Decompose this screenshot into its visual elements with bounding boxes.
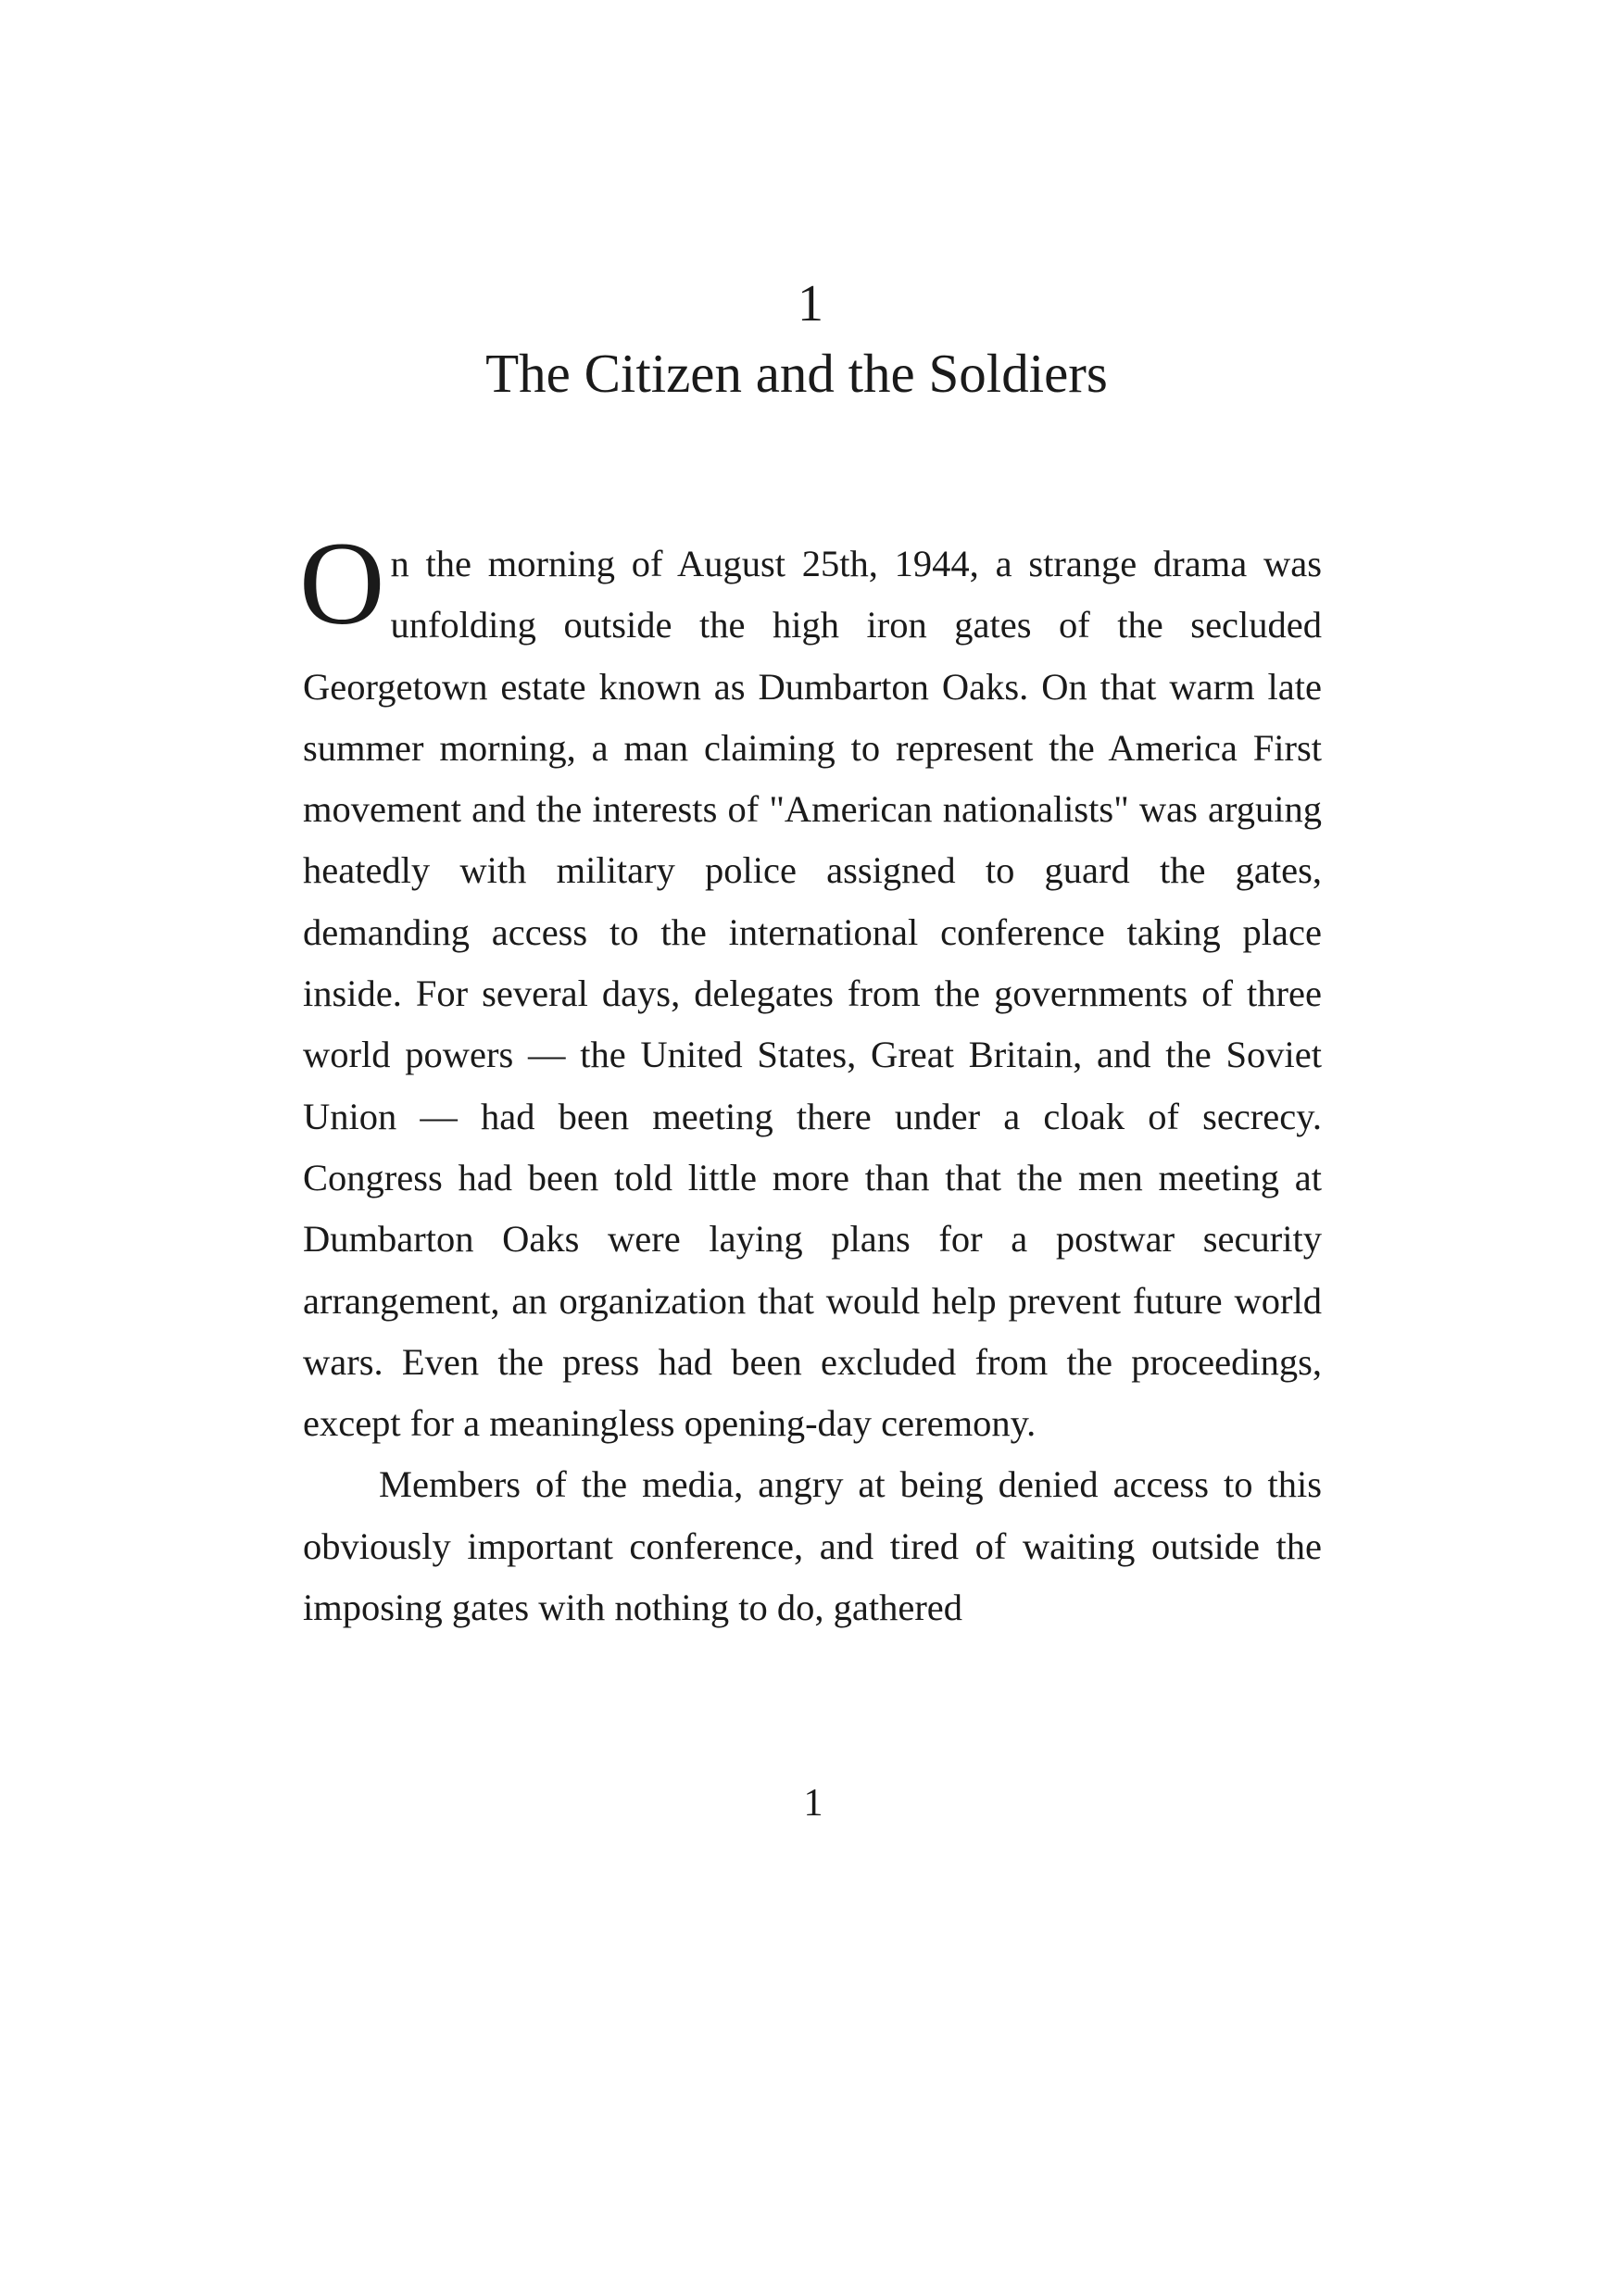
paragraph-2: [303, 1454, 1322, 1638]
body-text: [299, 518, 1322, 1638]
drop-cap: O: [299, 518, 385, 649]
chapter-title: The Citizen and the Soldiers: [485, 343, 1108, 404]
paragraph-1-text: n the morning of August 25th, 1944, a strange drama was unfolding outside the high iron gates of the secluded Georgetown estate known as Dumbarton Oaks. On that warm late summer morning, a man claiming to represent the America First movement and the interests of "American nationalists" was arguing heatedly with military police assigned to guard the gates, demanding access to the international conference taking place inside. For several days, delegates from the governments of three world powers — the United States, Great Britain, and the Soviet Union — had been meeting there under a cloak of secrecy. Congress had been told little more than that the men meeting at Dumbarton Oaks were laying plans for a postwar security arrangement, an organization that would help prevent future world wars. Even the press had been excluded from the proceedings, except for a meaningless opening-day ceremony.: [303, 543, 1322, 1445]
paragraph-2-text: Members of the media, angry at being denied access to this obviously important conference, and tired of waiting outside the imposing gates with nothing to do, gathered: [303, 1463, 1322, 1629]
chapter-number: 1: [798, 275, 823, 332]
paragraph-1: [299, 518, 1322, 1454]
page-number: 1: [803, 1782, 823, 1825]
